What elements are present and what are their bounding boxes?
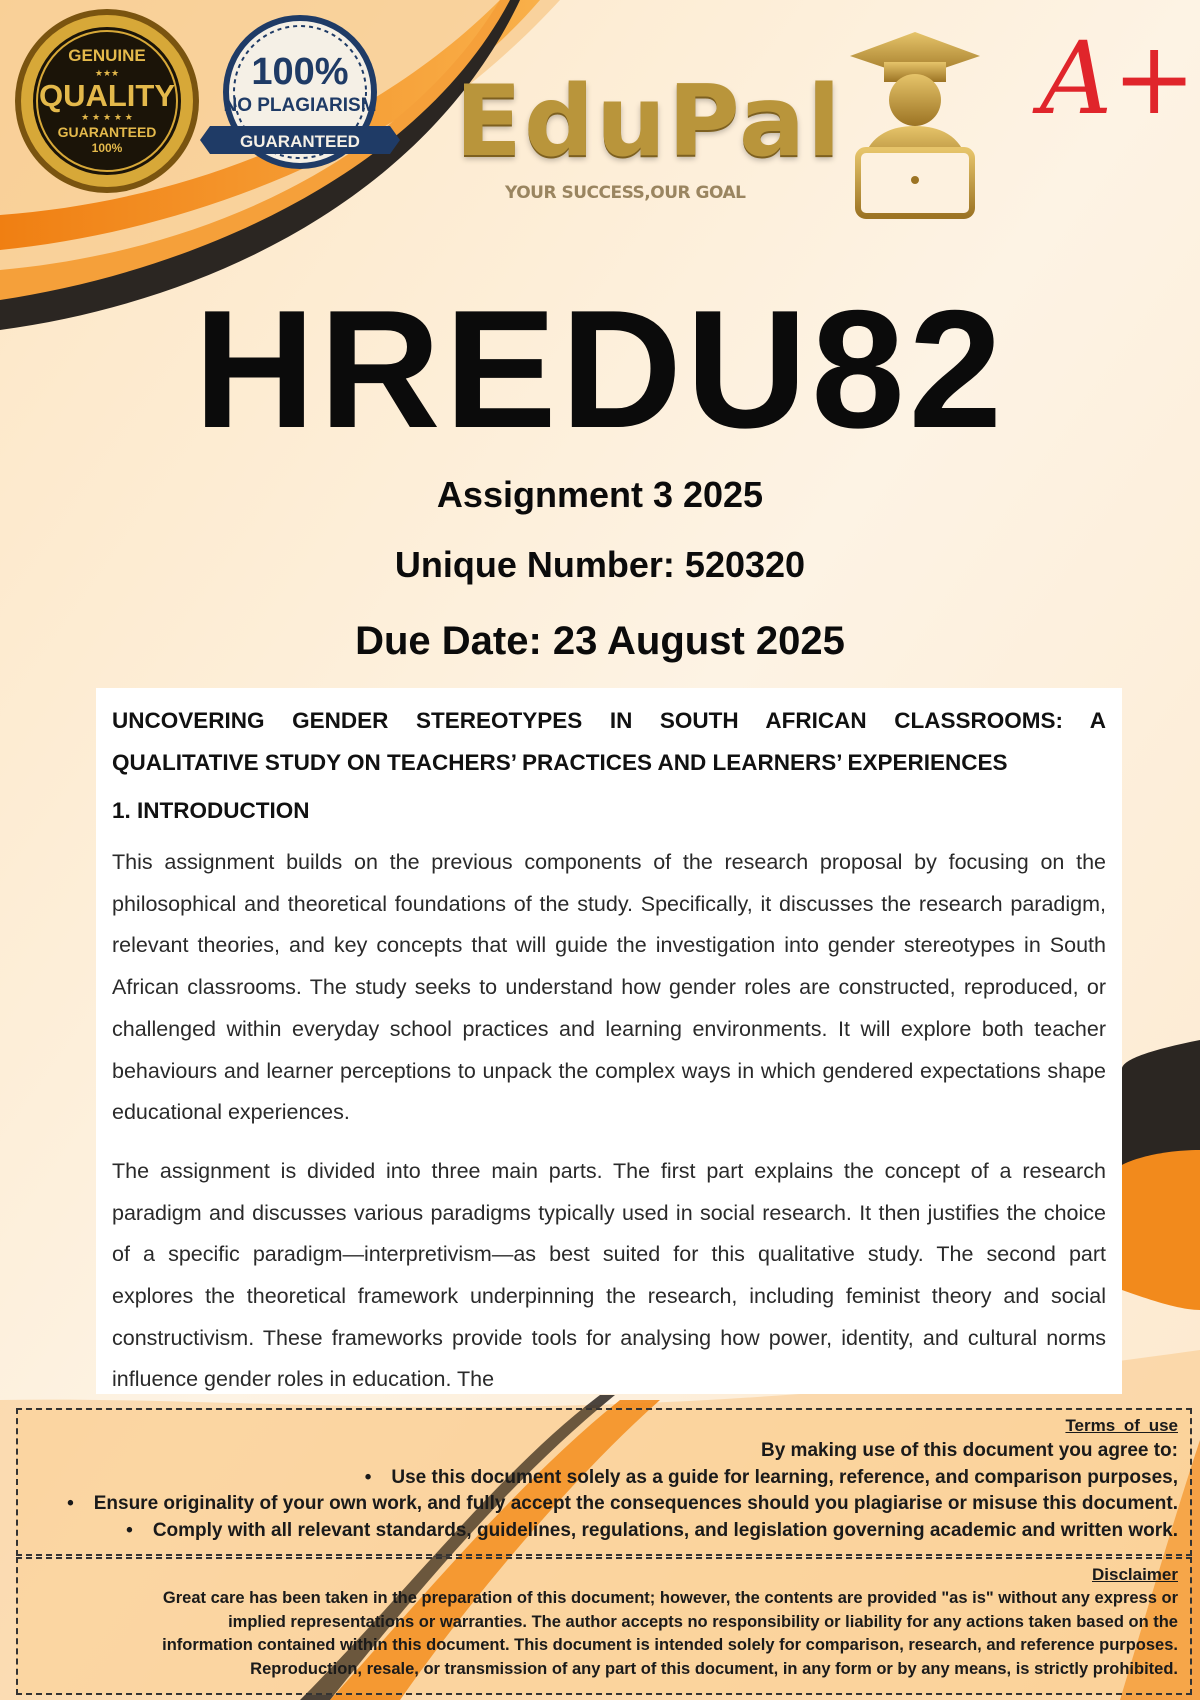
grade-a-plus: A+ [1040,20,1197,137]
svg-text:★★★: ★★★ [94,69,120,79]
disclaimer-line: implied representations or warranties. The author accepts no responsibility or liability for any actions taken based on the [228,1612,1178,1631]
terms-intro: By making use of this document you agree to: [760,1440,1178,1461]
course-code: HREDU82 [193,275,1007,463]
terms-heading: Terms of use [1065,1416,1178,1435]
document-preview [96,688,1122,1394]
terms-item: • Ensure originality of your own work, and fully accept the consequences should you plagiarise or misuse this document. [67,1493,1178,1514]
section-heading: 1. INTRODUCTION [112,798,310,823]
disclaimer-line: Reproduction, resale, or transmission of any part of this document, in any form or by any means, is strictly prohibited. [250,1659,1178,1678]
svg-text:100%: 100% [251,51,349,93]
unique-number: Unique Number: 520320 [394,544,806,585]
graduate-laptop-icon [840,28,990,228]
svg-text:GUARANTEED: GUARANTEED [240,132,360,151]
no-plagiarism-seal [200,14,410,174]
disclaimer-box [16,1557,1192,1695]
disclaimer-line: Great care has been taken in the preparation of this document; however, the contents are provided "as is" without any express or [162,1589,1178,1607]
terms-item: • Comply with all relevant standards, guidelines, regulations, and legislation governing academic and written work. [126,1519,1178,1541]
paragraph: The assignment is divided into three main parts. The first part explains the concept of a research paradigm and discusses various paradigms typically used in social research. It then justifies the choice of a specific paradigm—interpretivism—as best suited for this qualitative study. The second part explores the theoretical framework underpinning the research, including feminist theory and social constructivism. These frameworks provide tools for analysing how power, identity, and cultural norms influence gender roles in education. The [112,1158,1106,1392]
disclaimer-line: information contained within this document. This document is intended solely for comparison, research, and reference purposes. [162,1636,1178,1654]
genuine-quality-seal [12,6,202,196]
seal-quality-text: QUALITY [38,78,176,113]
seal-genuine-text: GENUINE [68,46,146,65]
brand-logo-text: EduPal [455,65,843,179]
svg-text:★ ★ ★ ★ ★: ★ ★ ★ ★ ★ [81,113,133,123]
svg-text:GUARANTEED: GUARANTEED [57,124,157,140]
paragraph: This assignment builds on the previous components of the research proposal by focusing on the philosophical and theoretical foundations of the study. Specifically, it discusses the research paradigm, relevant theories, and key concepts that will guide the investigation into gender stereotypes in South African classrooms. The study seeks to understand how gender roles are constructed, reproduced, or challenged within everyday school practices and learning environments. It will explore both teacher behaviours and learner perceptions to unpack the complex ways in which gendered expectations shape educational experiences. [112,850,1106,1125]
disclaimer-heading: Disclaimer [1092,1565,1178,1584]
due-date: Due Date: 23 August 2025 [355,619,845,663]
terms-item: • Use this document solely as a guide for learning, reference, and comparison purposes, [364,1466,1178,1488]
svg-text:NO PLAGIARISM: NO PLAGIARISM [223,95,377,116]
assignment-label: Assignment 3 2025 [436,474,764,515]
svg-text:100%: 100% [91,141,123,155]
document-title: UNCOVERING GENDER STEREOTYPES IN SOUTH AFRICAN CLASSROOMS: A QUALITATIVE STUDY ON TEACHERS’ PRACTICES AND LEARNERS’ EXPERIENCES [112,708,1106,775]
brand-tagline: YOUR SUCCESS,OUR GOAL [505,183,746,203]
terms-of-use-box [16,1408,1192,1556]
